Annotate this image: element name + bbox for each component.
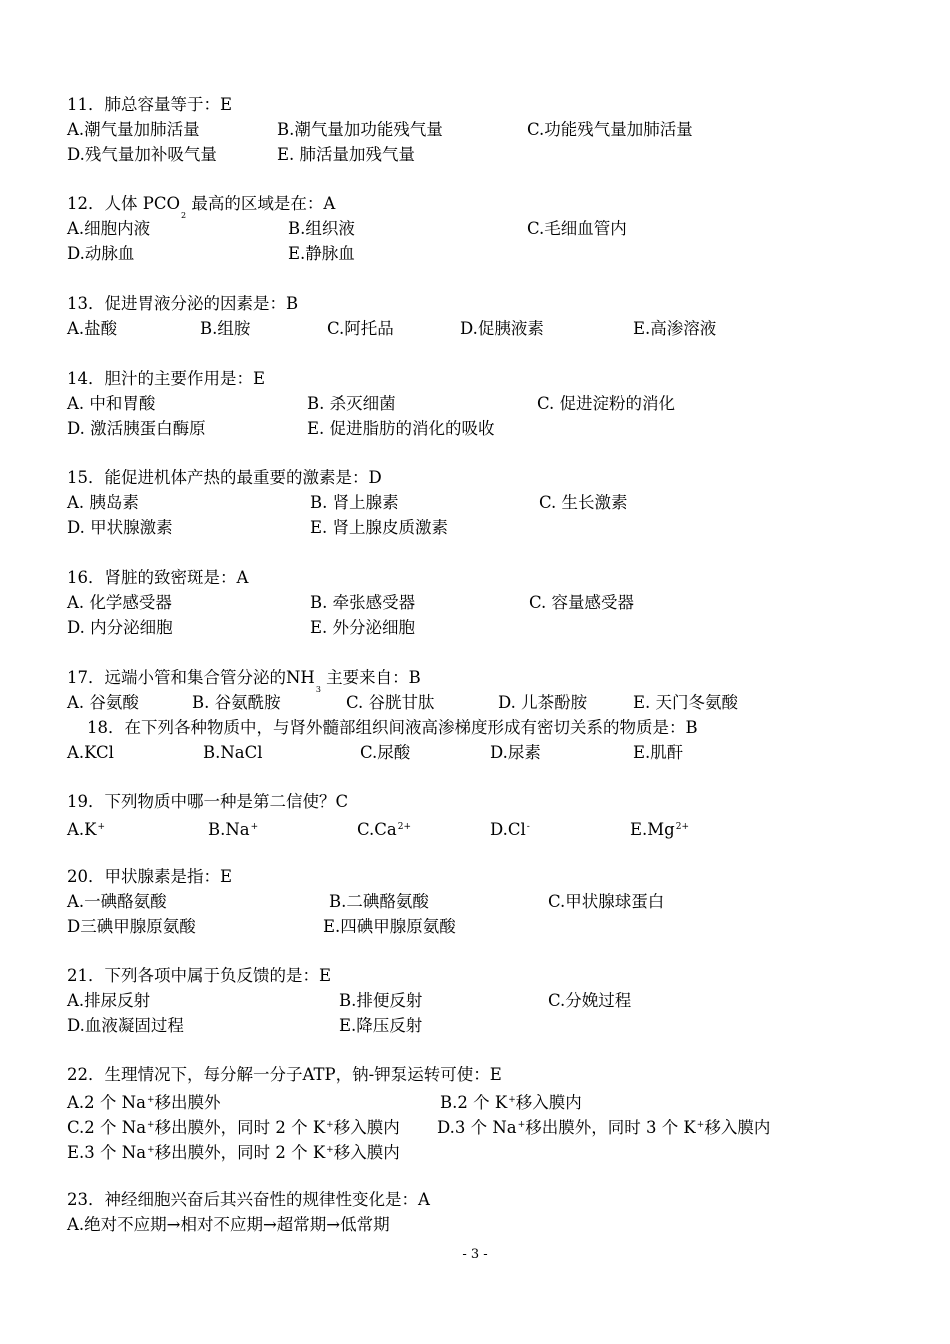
option-16-a: A. 化学感受器	[67, 593, 172, 612]
option-16-b: B. 牵张感受器	[310, 593, 416, 612]
option-19-a-charge: +	[97, 822, 106, 832]
question-14-stem: 14．胆汁的主要作用是：E	[67, 369, 266, 388]
option-11-d: D.残气量加补吸气量	[67, 145, 217, 164]
option-13-d: D.促胰液素	[460, 319, 544, 338]
option-15-d: D. 甲状腺激素	[67, 518, 173, 537]
question-12-stem-pre: 12．人体 PCO	[67, 194, 180, 213]
option-20-d: D三碘甲腺原氨酸	[67, 917, 196, 936]
option-18-a: A.KCl	[67, 743, 114, 762]
option-22-b-text-2: 移入膜内	[515, 1093, 582, 1112]
option-19-b-text: B.Na	[208, 820, 250, 839]
option-19-d-charge: -	[526, 822, 530, 832]
option-22-d-text-2: 移出膜外，同时 3 个 K	[525, 1118, 696, 1137]
option-22-e-text-1: E.3 个 Na	[67, 1143, 147, 1162]
option-22-b	[440, 1089, 582, 1114]
option-22-a-charge-1: +	[146, 1095, 155, 1105]
option-22-d-text-3: 移入膜内	[704, 1118, 771, 1137]
option-13-c: C.阿托品	[327, 319, 394, 338]
question-16-stem: 16．肾脏的致密斑是：A	[67, 568, 249, 587]
option-22-c-charge-2: +	[326, 1120, 334, 1130]
option-19-e-charge: 2+	[675, 822, 690, 832]
option-11-a: A.潮气量加肺活量	[67, 120, 200, 139]
option-22-a-text-1: A.2 个 Na	[67, 1093, 146, 1112]
option-22-e	[67, 1139, 400, 1164]
question-17-subscript: 3	[315, 685, 321, 694]
option-20-e: E.四碘甲腺原氨酸	[323, 917, 456, 936]
question-23-stem: 23．神经细胞兴奋后其兴奋性的规律性变化是：A	[67, 1190, 430, 1209]
question-18-stem: 18．在下列各种物质中，与肾外髓部组织间液高渗梯度形成有密切关系的物质是：B	[87, 718, 698, 737]
option-21-d: D.血液凝固过程	[67, 1016, 184, 1035]
option-21-a: A.排尿反射	[67, 991, 151, 1010]
question-15-stem: 15．能促进机体产热的最重要的激素是：D	[67, 468, 382, 487]
option-20-c: C.甲状腺球蛋白	[548, 892, 665, 911]
question-19-stem: 19．下列物质中哪一种是第二信使？C	[67, 792, 349, 811]
question-11-stem: 11．肺总容量等于：E	[67, 95, 233, 114]
option-15-e: E. 肾上腺皮质激素	[310, 518, 449, 537]
option-22-c-charge-1: +	[147, 1120, 155, 1130]
option-21-c: C.分娩过程	[548, 991, 632, 1010]
option-18-e: E.肌酐	[633, 743, 684, 762]
option-20-b: B.二碘酪氨酸	[329, 892, 429, 911]
option-19-c-charge: 2+	[397, 822, 412, 832]
option-17-b: B. 谷氨酰胺	[192, 693, 281, 712]
option-15-a: A. 胰岛素	[67, 493, 139, 512]
option-19-c	[357, 816, 411, 841]
question-22-stem: 22．生理情况下，每分解一分子ATP，钠-钾泵运转可使：E	[67, 1065, 502, 1084]
option-11-b: B.潮气量加功能残气量	[277, 120, 443, 139]
option-21-b: B.排便反射	[339, 991, 423, 1010]
option-14-a: A. 中和胃酸	[67, 394, 156, 413]
option-14-c: C. 促进淀粉的消化	[537, 394, 676, 413]
option-19-b	[208, 816, 258, 841]
question-12-subscript: 2	[181, 211, 187, 220]
option-15-b: B. 肾上腺素	[310, 493, 399, 512]
option-22-e-charge-2: +	[326, 1145, 334, 1155]
option-13-a: A.盐酸	[67, 319, 118, 338]
question-21-stem: 21．下列各项中属于负反馈的是：E	[67, 966, 332, 985]
option-12-c: C.毛细血管内	[527, 219, 627, 238]
option-13-e: E.高渗溶液	[633, 319, 717, 338]
option-22-e-text-2: 移出膜外，同时 2 个 K	[154, 1143, 326, 1162]
option-16-c: C. 容量感受器	[529, 593, 635, 612]
question-17-stem-pre: 17．远端小管和集合管分泌的NH	[67, 668, 315, 687]
option-19-e	[630, 816, 689, 841]
question-12-stem-post: 最高的区域是在：A	[186, 194, 336, 213]
option-18-d: D.尿素	[490, 743, 541, 762]
option-11-c: C.功能残气量加肺活量	[527, 120, 693, 139]
option-20-a: A.一碘酪氨酸	[67, 892, 167, 911]
option-16-e: E. 外分泌细胞	[310, 618, 416, 637]
option-19-b-charge: +	[250, 822, 259, 832]
option-22-b-text-1: B.2 个 K	[440, 1093, 508, 1112]
option-22-e-charge-1: +	[147, 1145, 155, 1155]
option-14-d: D. 激活胰蛋白酶原	[67, 419, 206, 438]
option-16-d: D. 内分泌细胞	[67, 618, 173, 637]
option-22-c	[67, 1114, 400, 1139]
option-17-d: D. 儿茶酚胺	[498, 693, 588, 712]
option-22-a	[67, 1089, 220, 1114]
option-22-d	[437, 1114, 770, 1139]
option-22-a-text-2: 移出膜外	[154, 1093, 221, 1112]
option-19-a	[67, 816, 105, 841]
option-17-e: E. 天门冬氨酸	[633, 693, 739, 712]
option-22-d-text-1: D.3 个 Na	[437, 1118, 517, 1137]
option-13-b: B.组胺	[200, 319, 251, 338]
option-18-c: C.尿酸	[360, 743, 411, 762]
option-22-d-charge-1: +	[517, 1120, 526, 1130]
option-18-b: B.NaCl	[203, 743, 263, 762]
option-17-a: A. 谷氨酸	[67, 693, 139, 712]
option-19-d-text: D.Cl	[490, 820, 526, 839]
option-14-b: B. 杀灭细菌	[307, 394, 396, 413]
option-12-b: B.组织液	[288, 219, 355, 238]
option-15-c: C. 生长激素	[539, 493, 628, 512]
option-19-c-text: C.Ca	[357, 820, 397, 839]
option-23-a: A.绝对不应期→相对不应期→超常期→低常期	[67, 1215, 390, 1234]
option-21-e: E.降压反射	[339, 1016, 423, 1035]
option-19-d	[490, 816, 530, 841]
question-20-stem: 20．甲状腺素是指：E	[67, 867, 233, 886]
option-22-c-text-3: 移入膜内	[333, 1118, 400, 1137]
option-12-d: D.动脉血	[67, 244, 135, 263]
option-22-d-charge-2: +	[696, 1120, 705, 1130]
question-13-stem: 13．促进胃液分泌的因素是：B	[67, 294, 299, 313]
option-19-e-text: E.Mg	[630, 820, 675, 839]
option-22-e-text-3: 移入膜内	[333, 1143, 400, 1162]
option-19-a-text: A.K	[67, 820, 97, 839]
option-22-c-text-2: 移出膜外，同时 2 个 K	[154, 1118, 326, 1137]
option-12-e: E.静脉血	[288, 244, 355, 263]
question-17-stem-post: 主要来自：B	[320, 668, 421, 687]
option-14-e: E. 促进脂肪的消化的吸收	[307, 419, 495, 438]
option-22-c-text-1: C.2 个 Na	[67, 1118, 147, 1137]
option-22-b-charge-1: +	[508, 1095, 516, 1105]
option-12-a: A.细胞内液	[67, 219, 151, 238]
option-17-c: C. 谷胱甘肽	[346, 693, 435, 712]
option-11-e: E. 肺活量加残气量	[277, 145, 416, 164]
page-number: - 3 -	[462, 1247, 488, 1262]
